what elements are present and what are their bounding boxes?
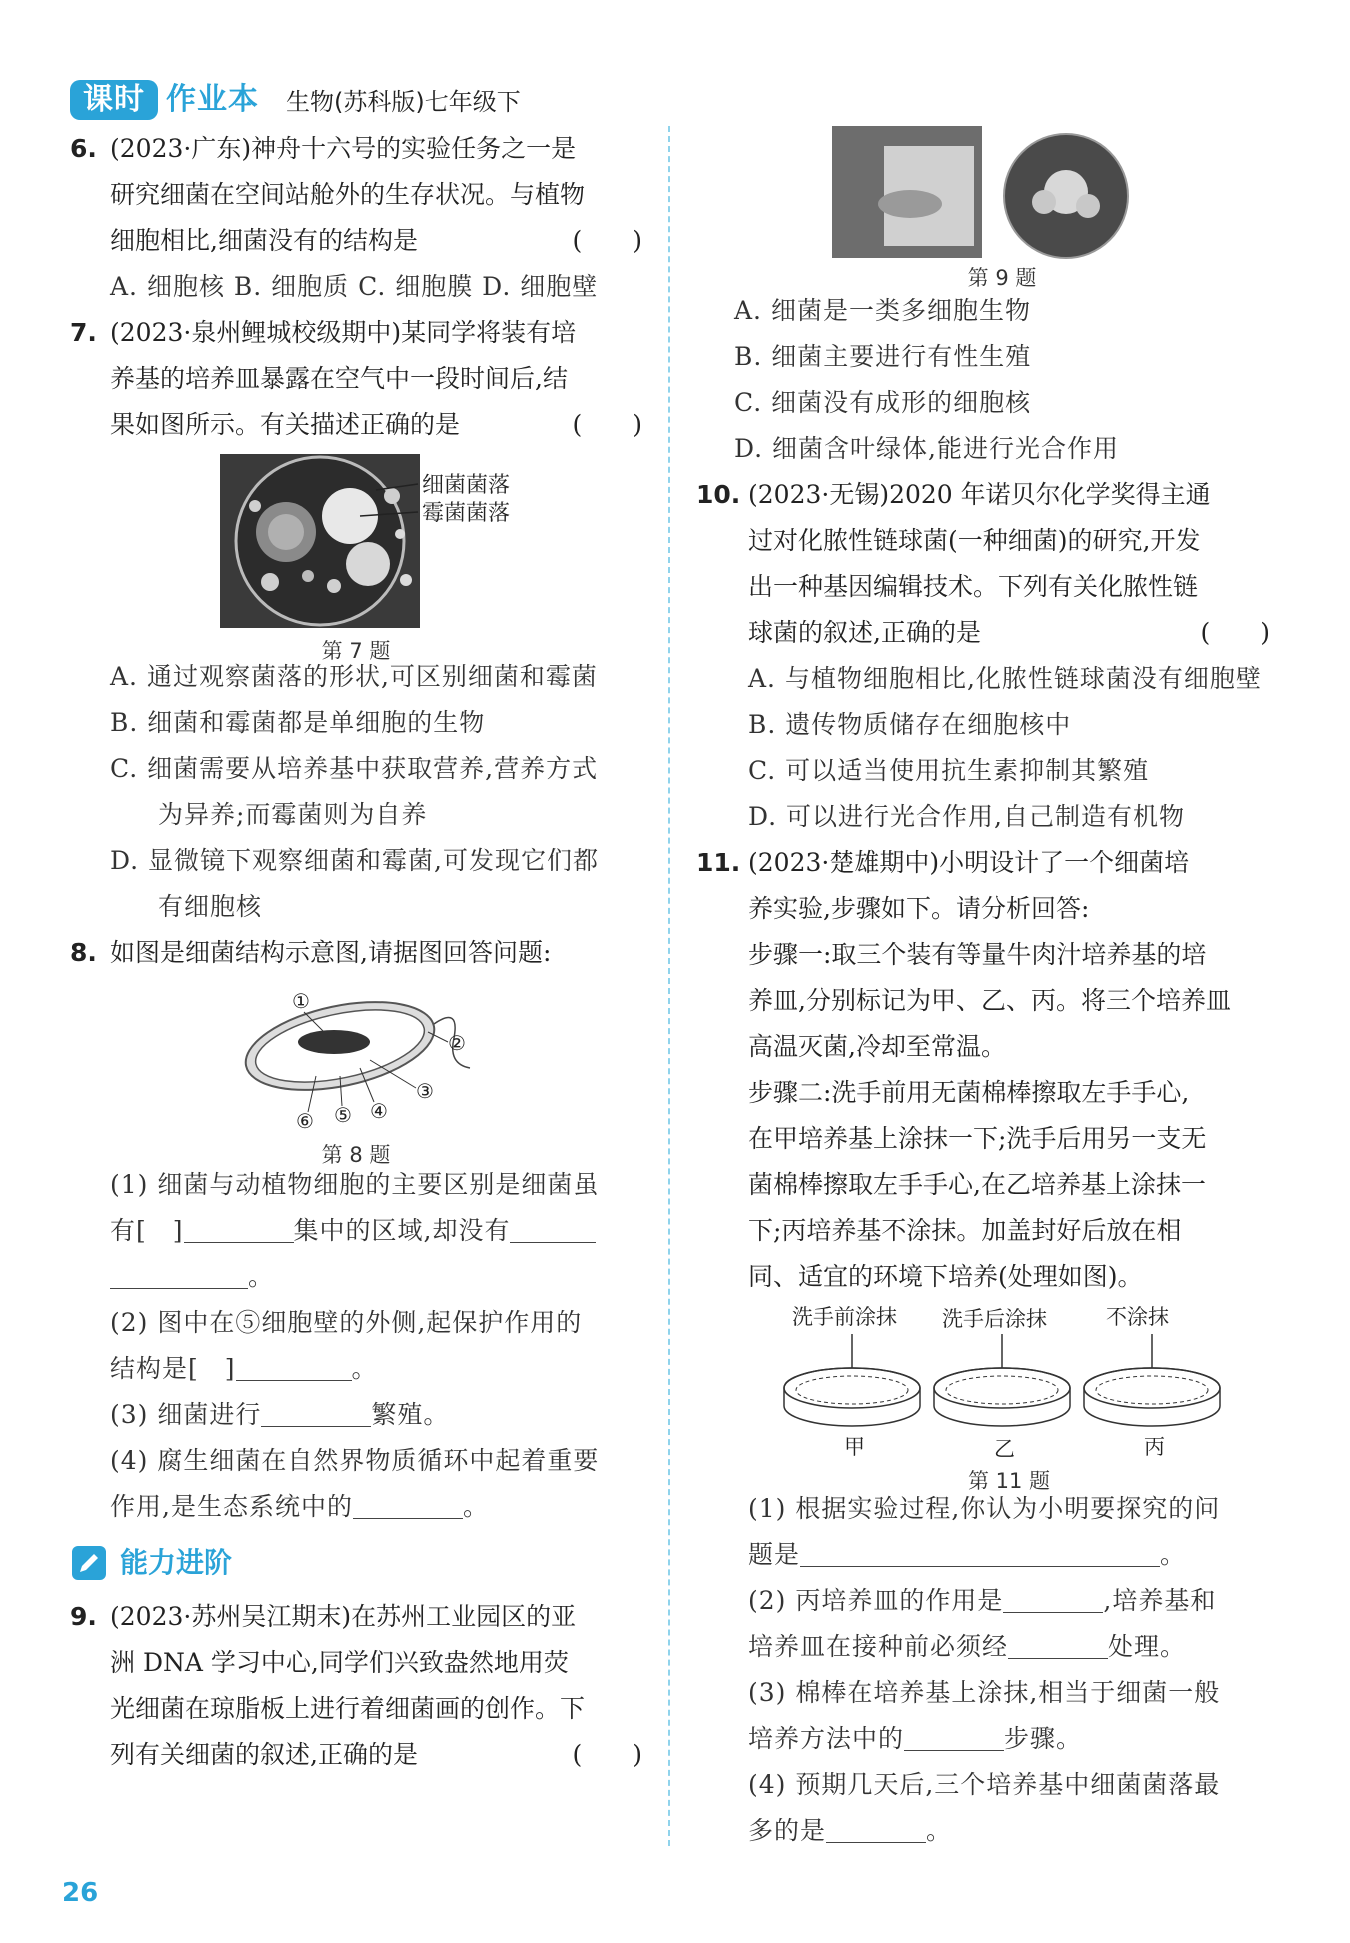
figure-caption: 第 11 题 bbox=[967, 1469, 1051, 1493]
figure-7 bbox=[70, 454, 642, 663]
text: 处理。 bbox=[1108, 1632, 1187, 1661]
figure-caption: 第 7 题 bbox=[321, 639, 391, 663]
sub-question-4: (4) 腐生细菌在自然界物质循环中起着重要 bbox=[110, 1446, 600, 1475]
page-number: 26 bbox=[62, 1878, 99, 1908]
question-text: 养实验,步骤如下。请分析回答: bbox=[748, 894, 1090, 923]
option-d: D. 显微镜下观察细菌和霉菌,可发现它们都 bbox=[110, 846, 599, 875]
step-text: 在甲培养基上涂抹一下;洗手后用另一支无 bbox=[748, 1124, 1207, 1153]
step-text: 同、适宜的环境下培养(处理如图)。 bbox=[748, 1262, 1143, 1291]
question-number: 10. bbox=[696, 480, 741, 509]
option-b: B. 遗传物质储存在细胞核中 bbox=[748, 710, 1072, 739]
question-text: (2023·苏州吴江期末)在苏州工业园区的亚 bbox=[110, 1602, 577, 1631]
question-text-part: 果如图所示。有关描述正确的是 bbox=[110, 410, 461, 439]
step-text: 高温灭菌,冷却至常温。 bbox=[748, 1032, 1006, 1061]
figure-9 bbox=[734, 126, 1270, 288]
text: 。 bbox=[462, 1492, 489, 1521]
option-c: C. 细菌需要从培养基中获取营养,营养方式 bbox=[110, 754, 599, 783]
sub-question-2-cont bbox=[748, 1624, 1270, 1670]
answer-blank[interactable] bbox=[826, 1816, 926, 1843]
question-7 bbox=[70, 310, 642, 930]
question-9 bbox=[70, 1594, 642, 1778]
dish-label-top: 洗手前涂抹 bbox=[792, 1305, 897, 1329]
text: (3) 细菌进行 bbox=[110, 1400, 262, 1429]
sub-question-3: (3) 棉棒在培养基上涂抹,相当于细菌一般 bbox=[748, 1678, 1221, 1707]
answer-blank[interactable] bbox=[353, 1492, 463, 1519]
step-text: 步骤二:洗手前用无菌棉棒擦取左手手心, bbox=[748, 1078, 1190, 1107]
question-text-part: 列有关细菌的叙述,正确的是 bbox=[110, 1740, 418, 1769]
question-text: (2023·楚雄期中)小明设计了一个细菌培 bbox=[748, 848, 1190, 877]
option-d: D. 细菌含叶绿体,能进行光合作用 bbox=[734, 434, 1119, 463]
label-4: ④ bbox=[370, 1099, 388, 1123]
option-b: B. 细菌和霉菌都是单细胞的生物 bbox=[110, 708, 486, 737]
petri-dishes-diagram bbox=[748, 1300, 1232, 1460]
question-text bbox=[110, 1732, 642, 1778]
sub-question-1-cont bbox=[110, 1208, 642, 1254]
question-text bbox=[748, 610, 1270, 656]
step-text: 下;丙培养基不涂抹。加盖封好后放在相 bbox=[748, 1216, 1182, 1245]
dish-label-top: 不涂抹 bbox=[1106, 1305, 1169, 1329]
fluorescent-bacteria-photos bbox=[734, 126, 1270, 262]
option-d: D. 可以进行光合作用,自己制造有机物 bbox=[748, 802, 1185, 831]
option-a: A. 细菌是一类多细胞生物 bbox=[734, 296, 1031, 325]
petri-dish-figure bbox=[70, 454, 642, 654]
question-6 bbox=[70, 126, 642, 310]
sub-question-3-cont bbox=[748, 1716, 1270, 1762]
text: 繁殖。 bbox=[371, 1400, 450, 1429]
answer-blank[interactable] bbox=[1008, 1632, 1108, 1659]
sub-question-4-cont bbox=[110, 1484, 642, 1530]
dish-label-bottom: 甲 bbox=[844, 1435, 865, 1459]
answer-blank[interactable] bbox=[184, 1216, 294, 1243]
text: 。 bbox=[351, 1354, 378, 1383]
sub-question-1-cont bbox=[748, 1532, 1270, 1578]
figure-caption: 第 8 题 bbox=[321, 1143, 391, 1167]
pencil-icon bbox=[72, 1546, 106, 1580]
left-column bbox=[70, 126, 642, 1778]
question-10 bbox=[696, 472, 1270, 840]
option-d-cont: 有细胞核 bbox=[158, 892, 263, 921]
text: 多的是 bbox=[748, 1816, 827, 1845]
question-number: 6. bbox=[70, 134, 97, 163]
text: 培养方法中的 bbox=[748, 1724, 905, 1753]
option-c-cont: 为异养;而霉菌则为自养 bbox=[158, 800, 428, 829]
option-b: B. 细菌主要进行有性生殖 bbox=[734, 342, 1032, 371]
question-text-part: 球菌的叙述,正确的是 bbox=[748, 618, 981, 647]
question-11 bbox=[696, 840, 1270, 1854]
question-text: (2023·泉州鲤城校级期中)某同学将装有培 bbox=[110, 318, 577, 347]
sub-question-4: (4) 预期几天后,三个培养基中细菌菌落最 bbox=[748, 1770, 1221, 1799]
series-logo: 课时 bbox=[70, 80, 158, 120]
text: 。 bbox=[248, 1262, 275, 1291]
answer-blank[interactable] bbox=[1003, 1586, 1103, 1613]
answer-paren: ( ) bbox=[1200, 618, 1270, 647]
sub-question-1: (1) 根据实验过程,你认为小明要探究的问 bbox=[748, 1494, 1221, 1523]
step-text: 菌棉棒擦取左手手心,在乙培养基上涂抹一 bbox=[748, 1170, 1206, 1199]
label-6: ⑥ bbox=[296, 1109, 314, 1133]
option-c: C. 细菌没有成形的细胞核 bbox=[734, 388, 1032, 417]
book-title: 作业本 bbox=[166, 82, 259, 117]
dish-jia bbox=[784, 1334, 920, 1426]
text: 作用,是生态系统中的 bbox=[110, 1492, 353, 1521]
text: (2) 丙培养皿的作用是 bbox=[748, 1586, 1004, 1615]
figure-8 bbox=[70, 976, 642, 1167]
sub-question-2-cont bbox=[110, 1346, 642, 1392]
text: 有[ ] bbox=[110, 1216, 184, 1245]
label-5: ⑤ bbox=[334, 1103, 352, 1127]
dish-label-bottom: 丙 bbox=[1144, 1435, 1165, 1459]
answer-blank[interactable] bbox=[904, 1724, 1004, 1751]
page-header bbox=[70, 80, 970, 128]
label-1: ① bbox=[292, 989, 310, 1013]
options-row: A. 细胞核 B. 细胞质 C. 细胞膜 D. 细胞壁 bbox=[110, 272, 599, 301]
text: 。 bbox=[926, 1816, 953, 1845]
question-text: (2023·无锡)2020 年诺贝尔化学奖得主通 bbox=[748, 480, 1211, 509]
figure-11 bbox=[748, 1300, 1270, 1493]
answer-paren: ( ) bbox=[572, 410, 642, 439]
question-number: 7. bbox=[70, 318, 97, 347]
column-divider bbox=[668, 126, 670, 1846]
question-text: 出一种基因编辑技术。下列有关化脓性链 bbox=[748, 572, 1199, 601]
question-text: 如图是细菌结构示意图,请据图回答问题: bbox=[110, 938, 552, 967]
question-text: 研究细菌在空间站舱外的生存状况。与植物 bbox=[110, 180, 586, 209]
answer-blank[interactable] bbox=[236, 1354, 352, 1381]
label-mold-colony: 霉菌菌落 bbox=[422, 501, 511, 526]
text: 培养皿在接种前必须经 bbox=[748, 1632, 1009, 1661]
option-a: A. 通过观察菌落的形状,可区别细菌和霉菌 bbox=[110, 662, 598, 691]
figure-caption: 第 9 题 bbox=[967, 266, 1037, 290]
sub-question-1-end bbox=[110, 1254, 642, 1300]
text: 。 bbox=[1160, 1540, 1187, 1569]
question-text-part: 细胞相比,细菌没有的结构是 bbox=[110, 226, 418, 255]
text: 题是 bbox=[748, 1540, 801, 1569]
option-a: A. 与植物细胞相比,化脓性链球菌没有细胞壁 bbox=[748, 664, 1262, 693]
sub-question-4-cont bbox=[748, 1808, 1270, 1854]
dish-bing bbox=[1084, 1334, 1220, 1426]
sub-question-2 bbox=[748, 1578, 1270, 1624]
question-text: (2023·广东)神舟十六号的实验任务之一是 bbox=[110, 134, 577, 163]
section-header bbox=[70, 1540, 642, 1588]
sub-question-2: (2) 图中在⑤细胞壁的外侧,起保护作用的 bbox=[110, 1308, 583, 1337]
question-text: 光细菌在琼脂板上进行着细菌画的创作。下 bbox=[110, 1694, 586, 1723]
question-8 bbox=[70, 930, 642, 1530]
answer-paren: ( ) bbox=[572, 226, 642, 255]
option-c: C. 可以适当使用抗生素抑制其繁殖 bbox=[748, 756, 1150, 785]
question-number: 9. bbox=[70, 1602, 97, 1631]
sub-question-1: (1) 细菌与动植物细胞的主要区别是细菌虽 bbox=[110, 1170, 600, 1199]
right-column bbox=[696, 126, 1270, 1854]
label-bacteria-colony: 细菌菌落 bbox=[422, 473, 511, 498]
answer-blank[interactable] bbox=[510, 1216, 596, 1243]
question-text bbox=[110, 218, 642, 264]
sub-question-3 bbox=[110, 1392, 642, 1438]
section-title: 能力进阶 bbox=[120, 1546, 233, 1579]
question-text: 过对化脓性链球菌(一种细菌)的研究,开发 bbox=[748, 526, 1201, 555]
dish-yi bbox=[934, 1334, 1070, 1426]
dish-label-top: 洗手后涂抹 bbox=[942, 1307, 1047, 1331]
answer-blank[interactable] bbox=[261, 1400, 371, 1427]
question-number: 8. bbox=[70, 938, 97, 967]
text: 结构是[ ] bbox=[110, 1354, 236, 1383]
dish-label-bottom: 乙 bbox=[994, 1437, 1015, 1460]
step-text: 步骤一:取三个装有等量牛肉汁培养基的培 bbox=[748, 940, 1207, 969]
question-number: 11. bbox=[696, 848, 741, 877]
text: 步骤。 bbox=[1004, 1724, 1083, 1753]
question-text bbox=[110, 402, 642, 448]
answer-paren: ( ) bbox=[572, 1740, 642, 1769]
label-3: ③ bbox=[416, 1079, 434, 1103]
text: 集中的区域,却没有 bbox=[293, 1216, 511, 1245]
text: ,培养基和 bbox=[1103, 1586, 1217, 1615]
label-2: ② bbox=[448, 1031, 466, 1055]
answer-blank[interactable] bbox=[110, 1262, 248, 1289]
answer-blank[interactable] bbox=[800, 1540, 1160, 1567]
question-text: 洲 DNA 学习中心,同学们兴致盎然地用荧 bbox=[110, 1648, 569, 1677]
question-text: 养基的培养皿暴露在空气中一段时间后,结 bbox=[110, 364, 568, 393]
subject-title: 生物(苏科版)七年级下 bbox=[286, 88, 521, 116]
step-text: 养皿,分别标记为甲、乙、丙。将三个培养皿 bbox=[748, 986, 1231, 1015]
